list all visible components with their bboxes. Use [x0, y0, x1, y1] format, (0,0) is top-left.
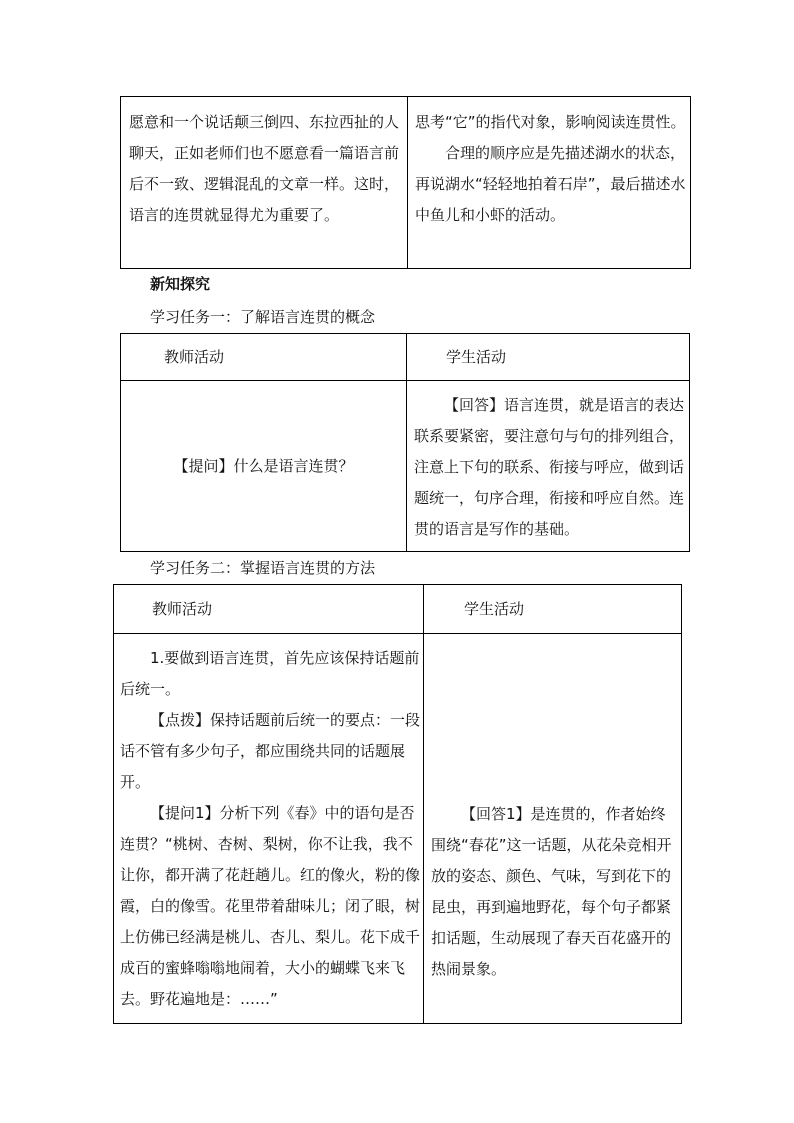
- column-divider: [407, 97, 408, 268]
- task2-teacher-text-2: 【点拨】保持话题前后统一的要点：一段话不管有多少句子，都应围绕共同的话题展开。: [120, 711, 421, 791]
- task2-teacher-text-3: 【提问1】分析下列《春》中的语句是否连贯？“桃树、杏树、梨树，你不让我，我不让你，都开满了花赶趟儿。红的像火，粉的像霞，白的像雪。花里带着甜味儿；闭了眼，树上仿佛已经满是桃儿、杏儿、梨儿。花下成千成百的蜜蜂嗡嗡地闹着，大小的蝴蝶飞来飞去。野花遍地是：……”: [120, 804, 421, 1008]
- task2-col-student: 学生活动: [464, 600, 525, 618]
- task2-student-text: 【回答1】是连贯的，作者始终围绕“春花”这一话题，从花朵竞相开放的姿态、颜色、气味，写到花下的昆虫，再到遍地野花，每个句子都紧扣话题，生动展现了春天百花盛开的热闹景象。: [431, 805, 672, 978]
- task2-table: [113, 584, 682, 1024]
- table1-right-cell: [415, 107, 687, 231]
- column-divider: [406, 334, 407, 551]
- task2-title: 学习任务二：掌握语言连贯的方法: [150, 559, 376, 577]
- table1-right-text-2: 合理的顺序应是先描述湖水的状态，再说湖水“轻轻地拍着石岸”，最后描述水中鱼儿和小虾的活动。: [415, 144, 686, 224]
- task1-title: 学习任务一：了解语言连贯的概念: [150, 308, 376, 326]
- continuation-table: [120, 96, 691, 269]
- task1-student-cell: [414, 390, 686, 545]
- task1-col-student: 学生活动: [446, 348, 507, 366]
- table1-right-text-1: 思考“它”的指代对象，影响阅读连贯性。: [415, 113, 686, 131]
- task1-student-text: 【回答】语言连贯，就是语言的表达联系要紧密，要注意句与句的排列组合，注意上下句的联系、衔接与呼应，做到话题统一，句序合理，衔接和呼应自然。连贯的语言是写作的基础。: [414, 396, 685, 538]
- section-heading: 新知探究: [150, 275, 211, 293]
- column-divider: [423, 585, 424, 1023]
- task2-col-teacher: 教师活动: [152, 600, 213, 618]
- task2-student-cell: [431, 799, 676, 985]
- task1-teacher-text: 【提问】什么是语言连贯？: [173, 457, 354, 475]
- task1-col-teacher: 教师活动: [164, 348, 225, 366]
- header-divider: [114, 633, 681, 634]
- table1-left-cell: [129, 107, 401, 231]
- table1-left-text: 愿意和一个说话颠三倒四、东拉西扯的人聊天，正如老师们也不愿意看一篇语言前后不一致、逻辑混乱的文章一样。这时，语言的连贯就显得尤为重要了。: [129, 113, 400, 224]
- task1-teacher-cell: [121, 381, 406, 552]
- task2-teacher-cell: [120, 643, 420, 1015]
- task1-table: [120, 333, 690, 552]
- task2-teacher-text-1: 1.要做到语言连贯，首先应该保持话题前后统一。: [120, 649, 420, 698]
